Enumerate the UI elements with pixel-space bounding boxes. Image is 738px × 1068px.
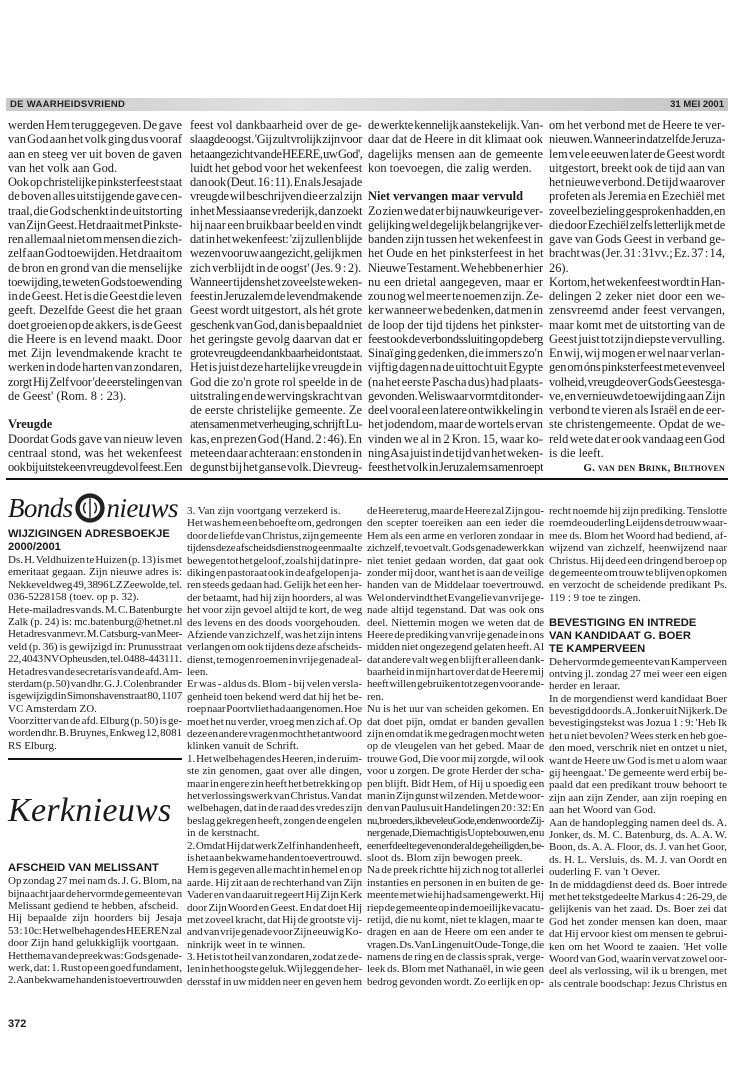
author-signature: G. van den Brink, Bilthoven	[583, 462, 725, 474]
text-line: Zo zien we dat er bij nauwkeurige ver-	[368, 203, 543, 218]
heading-line: VAN KANDIDAAT G. BOER	[549, 629, 691, 642]
text-line: handen van de Middelaar toevertrouwd.	[367, 579, 544, 592]
text-line: zorgt Hij Zelf voor 'de eerstelingen van	[8, 374, 182, 389]
text-line: van het volk aan God.	[8, 160, 118, 175]
text-line: gen om óns pinksterfeest met evenveel	[549, 360, 725, 375]
text-line: 119 : 9 toe te zingen.	[549, 591, 641, 604]
text-line: zensvreemd ander feest vervangen,	[549, 303, 725, 318]
text-line: is die leeft.	[549, 445, 604, 460]
text-line: trouwe God, Die voor mij zorgde, wil ook	[367, 752, 544, 765]
text-line: maar komt met de uitstorting van de	[549, 317, 725, 332]
text-line: sloot ds. Blom zijn bewogen preek.	[367, 851, 523, 864]
text-line: instanties en personen in en buiten de ge-	[367, 876, 544, 889]
text-line: zelf aan God toewijden. Het draait om	[8, 246, 182, 261]
text-line: des levens en des doods voorgehouden.	[187, 616, 361, 629]
subheading: Niet vervangen maar vervuld	[368, 189, 523, 204]
text-line: ook bij uitstek een vreugdevol feest. Een	[8, 460, 182, 474]
text-line: Christus. Hij deed een dringend beroep op	[549, 554, 727, 567]
text-line: Boon, ds. A. A. Floor, ds. J. van het Goor,	[549, 841, 727, 854]
paragraph	[187, 678, 362, 752]
text-line: het u niet bevolen? Wees sterk en heb goe-	[549, 729, 727, 742]
text-line: geschenk van God, dan is bepaald niet	[190, 317, 362, 332]
text-line: de Heere terug, maar de Heere zal Zijn gou-	[367, 505, 544, 517]
text-line: meteen daar achteraan: en stonden in	[190, 445, 362, 460]
text-line: het Oude en het pinksterfeest in het	[368, 246, 544, 261]
paragraph	[368, 118, 543, 175]
text-line: Voorzitter van de afd. Elburg (p. 50) is ge-	[8, 715, 182, 728]
text-line: Heere de prediking van vrije genade in ons	[367, 628, 544, 641]
paragraph	[549, 656, 727, 693]
text-line: Op zondag 27 mei nam ds. J. G. Blom, na	[8, 875, 182, 888]
text-line: Nu is het uur van scheiden gekomen. En	[367, 703, 544, 716]
text-line: der betaamt, had hij zijn hoorders, al was	[187, 591, 362, 604]
text-line: zich verblijdt in de oogst' (Jes. 9 : 2).	[190, 260, 362, 275]
heading-line: TE KAMPERVEEN	[549, 642, 646, 655]
paragraph	[549, 275, 725, 460]
emblem-icon	[74, 492, 106, 524]
paragraph	[367, 703, 544, 864]
text-line: 1. Het welbehagen des Heeren, in de ruim-	[187, 752, 362, 765]
logo-word-right: nieuws	[106, 492, 178, 523]
subheading: Vreugde	[8, 417, 53, 432]
text-line: profeten als Jeremia en Ezechiël met	[549, 189, 725, 204]
paragraph	[187, 505, 362, 517]
text-line: zijn aan zijn Zender, aan zijn roeping en	[549, 791, 727, 804]
text-line: vragen. Ds. Van Lingen uit Oude-Tonge, die	[367, 938, 544, 951]
text-line: Na de preek richtte hij zich nog tot allerlei	[367, 864, 544, 877]
text-line: In de middagdienst deed ds. Boer intrede	[549, 878, 727, 891]
text-line: volheid, vreugde over Gods Geestesga-	[549, 374, 725, 389]
text-line: feest in Jeruzalem de levendmakende	[190, 289, 362, 303]
text-line: in de kerstnacht.	[187, 827, 260, 840]
text-line: en verzocht de scheidende predikant Ps.	[549, 579, 727, 592]
text-line: Het was hem een behoefte om, gedrongen	[187, 517, 362, 530]
text-line: als centrale boodschap: Jezus Christus en	[549, 977, 728, 990]
text-line: feest ook de verbondssluiting op de berg	[368, 331, 543, 346]
text-line: bevestigd door ds. A. Jonker uit Nijkerk. De	[549, 705, 728, 718]
text-line: Vader en van daaruit regeert Hij Zijn Kerk	[187, 889, 362, 902]
text-line: delingen 2 zeker niet door een we-	[549, 289, 725, 303]
text-line: nieuwen. Wanneer in datzelfde Jeruza-	[549, 132, 726, 147]
text-line: vinden we al in 2 Kron. 15, waar ko-	[368, 431, 543, 446]
text-line: God die zo'n grote rol speelde in de	[190, 374, 362, 389]
text-line: dragen en aan de Heere om een ander te	[367, 926, 544, 939]
text-line: toewijding, te weten Gods toewending	[8, 274, 182, 289]
text-line: (na het eerste Pascha dus) had plaats-	[368, 374, 543, 389]
text-line: recht noemde hij zijn prediking. Tenslotte	[549, 505, 727, 517]
text-line: bracht was (Jer. 31 : 31vv.; Ez. 37 : 14,	[549, 246, 725, 261]
paragraph	[187, 517, 362, 629]
text-line: dagelijks mensen aan de gemeente	[368, 146, 543, 161]
text-line: doet groeien op de akkers, is de Geest	[8, 317, 182, 332]
text-line: gelijking wel degelijk belangrijke ver-	[368, 217, 543, 232]
paragraph	[8, 604, 182, 629]
text-line: Het adres van de secretaris van de afd. Am-	[8, 665, 182, 678]
text-line: gevonden. Weliswaar vormt dit onder-	[368, 388, 543, 403]
text-line: traal, die God schenkt in de uitstorting	[8, 203, 183, 218]
text-line: uitgestort, breekt ook de tijd aan van	[549, 160, 725, 175]
text-line: ning Asa juist in de tijd van het weken-	[368, 445, 543, 460]
text-line: God het zonder mensen kan doen, maar	[549, 915, 727, 928]
issue-date: 31 MEI 2001	[670, 99, 724, 110]
text-line: aten samen met verheuging, schrijft Lu-	[190, 417, 362, 432]
text-line: bevestigingstekst was Jozua 1 : 9: 'Heb Ik	[549, 717, 727, 730]
text-line: veld (p. 36) is gewijzigd in: Prunusstraat	[8, 640, 183, 653]
text-line: een erfdeel te geven onder al de geheiligden, be-	[367, 839, 544, 852]
paragraph	[549, 693, 727, 817]
section-divider	[6, 478, 728, 480]
article-column-2	[190, 118, 362, 474]
text-line: den van Paulus uit Handelingen 20 : 32: En	[367, 802, 545, 815]
text-line: werden Hem teruggegeven. De gave	[8, 118, 182, 132]
text-line: gij heengaat.' De gemeente werd erbij be-	[549, 767, 727, 780]
text-line: En wij, wij mogen er wel naar verlan-	[549, 346, 725, 360]
text-line: het verlossingswerk van Christus. Van dat	[187, 789, 362, 802]
paragraph	[8, 432, 182, 475]
section-title-kerknieuws: Kerknieuws	[8, 792, 172, 830]
text-line: nade altijd tegenstand. Dat was ook ons	[367, 604, 544, 617]
paragraph	[187, 753, 362, 840]
paragraph	[187, 951, 362, 988]
paragraph	[8, 554, 182, 604]
paragraph	[190, 118, 362, 275]
text-line: pen blijft. Bidt Hem, of Hij u spoedig een	[367, 777, 545, 790]
text-line: mee ds. Blom het Woord had bediend, af-	[549, 529, 727, 542]
text-line: paald dat een predikant trouw behoort te	[549, 779, 727, 792]
text-line: Ds. H. Veldhuizen te Huizen (p. 13) is met	[8, 554, 182, 566]
text-line: diking en pastoraat ook in de afgelopen ja-	[187, 566, 362, 579]
text-line: herder en leraar.	[549, 680, 621, 693]
text-line: Afziende van zichzelf, was het zijn intens	[187, 628, 362, 641]
text-line: zoveel bezieling gesproken hadden, en	[549, 203, 726, 218]
text-line: Hem als een arme en verloren zondaar in	[367, 529, 544, 542]
text-line: het voor zijn gevoel altijd te kort, de weg	[187, 604, 363, 617]
text-line: Er was - aldus ds. Blom - bij velen versla-	[187, 678, 362, 691]
page-number: 372	[8, 1018, 27, 1030]
text-line: ren allemaal niet om mensen die zich-	[8, 232, 182, 246]
text-line: centraal stond, was het wekenfeest	[8, 445, 182, 460]
text-line: 53 : 10c: Het welbehagen des HEEREN zal	[8, 924, 182, 937]
news-heading	[549, 617, 727, 656]
text-line: daar dat de Heere in dit klimaat ook	[368, 132, 543, 147]
text-line: door Zijn Woord en Geest. En dat doet Hij	[187, 901, 362, 914]
text-line: aan het Woord van God.	[549, 804, 656, 817]
text-line: Melissant gediend te hebben, afscheid.	[8, 900, 179, 913]
text-line: Woord van God, waarin vervat zowel oor-	[549, 952, 728, 965]
text-line: dat andere valt weg en blijft er alleen dank-	[367, 653, 545, 666]
text-line: vijftig dagen na de uittocht uit Egypte	[368, 360, 543, 375]
text-line: emeritaat gegaan. Zijn nieuwe adres is:	[8, 566, 182, 579]
text-line: verbond te vieren als Israël en de eer-	[549, 403, 725, 417]
text-line: Jonker, ds. M. C. Batenburg, ds. A. A. W.	[549, 828, 727, 841]
paragraph	[190, 275, 362, 475]
text-line: 2. Aan bekwame handen is toevertrouwd en	[8, 974, 182, 987]
text-line: man in Zijn gunst wil zenden. Met de woor-	[367, 789, 544, 802]
paragraph	[367, 864, 544, 988]
text-line: reld wete dat er ook vandaag een God	[549, 431, 725, 446]
text-line: worden dhr. B. Bruynes, Enkweg 12, 8081	[8, 727, 182, 740]
text-line: Sinaï ging gedenken, die immers zo'n	[368, 346, 543, 360]
text-line: want de Heere uw God is met u alom waar	[549, 754, 727, 767]
text-line: ouderling F. van 't Oever.	[549, 866, 661, 879]
text-line: de bron en grond van die menselijke	[8, 260, 183, 275]
text-line: Zalk (p. 24) is: mc.batenburg@hetnet.nl	[8, 615, 183, 628]
text-line: leek ds. Blom met Nathanaël, in wie geen	[367, 963, 544, 976]
heading-line: WIJZIGINGEN ADRESBOEKJE	[8, 528, 170, 540]
text-line: kas, en prezen God (Hand. 2 : 46). En	[190, 431, 362, 446]
paragraph	[8, 875, 182, 912]
text-line: den moed, verschrik niet en ontzet u niet,	[549, 742, 728, 755]
text-line: ner genade, Die machtig is U op te bouwen, en u	[367, 827, 544, 840]
text-line: deel. Niettemin mogen we weten dat de	[367, 616, 544, 629]
paragraph	[8, 628, 182, 665]
paragraph	[367, 505, 544, 703]
logo-word-left: Bonds	[8, 492, 73, 523]
text-line: Geest wordt uitgestort, als hét grote	[190, 303, 362, 318]
text-line: 22, 4043 NV Opheusden, tel. 0488-443111.	[8, 653, 182, 666]
text-line: kon toevoegen, die zalig werden.	[368, 160, 532, 175]
text-line: vreugde wil beschrijven die er zal zijn	[190, 189, 362, 204]
text-line: Hij bepaalde zijn hoorders bij Jesaja	[8, 912, 182, 925]
text-line: luidt het gebod voor het wekenfeest	[190, 160, 363, 175]
text-line: Doordat Gods gave van nieuw leven	[8, 431, 183, 446]
text-line: deze en andere vragen mocht het antwoord	[187, 728, 362, 741]
text-line: Het is juist deze hartelijke vreugde in	[190, 360, 362, 375]
text-line: bedrog gevonden wordt. Zo eerlijk en op-	[367, 975, 544, 988]
text-line: heeft willen gebruiken tot zegen voor ande-	[367, 678, 544, 691]
text-line: dersstaf in uw midden neer en geven hem	[187, 975, 362, 988]
text-line: ninkrijk weet in te winnen.	[187, 938, 306, 951]
paragraph	[8, 666, 182, 716]
text-line: bewegen tot het geloof, zoals hij dat in pre-	[187, 554, 362, 567]
text-line: de gunst bij het ganse volk. Die vreug-	[190, 460, 363, 474]
text-line: ren.	[367, 690, 384, 703]
paragraph	[368, 204, 543, 475]
article-column-1	[8, 118, 182, 474]
text-line: werk, dat: 1. Rust op een goed fundament,	[8, 961, 183, 974]
text-line: maar in engere zin heeft het betrekking op	[187, 777, 362, 790]
news-heading	[8, 862, 182, 875]
text-line: dat doet pijn, omdat er banden gevallen	[367, 715, 544, 728]
text-line: die Heere is en levend maakt. Door	[8, 331, 182, 346]
text-line: voor u zorgen. De grote Herder der scha-	[367, 765, 545, 778]
paragraph	[8, 950, 182, 987]
text-line: slaagde oogst. 'Gij zult vrolijk zijn voor	[190, 132, 363, 147]
article-column-4	[549, 118, 725, 476]
text-line: dienst, te mogen roemen in vrije genade al-	[187, 653, 362, 666]
text-line: feest het volk in Jeruzalem samenroept	[368, 460, 544, 474]
text-line: op de vleugelen van het gebed. Maar de	[367, 740, 544, 753]
paragraph	[549, 817, 727, 879]
text-line: de boven alles uitstijgende gave cen-	[8, 189, 182, 204]
paragraph	[549, 879, 727, 991]
text-line: wezen voor uw aangezicht, gelijk men	[190, 246, 362, 261]
text-line: 2. Omdat Hij dat werk Zelf in handen heeft,	[187, 839, 362, 852]
text-line: ve, en vernieuwde toewijding aan Zijn	[549, 388, 725, 403]
text-line: namens de ring en de classis sprak, verge-	[367, 951, 544, 964]
news-column-2	[187, 505, 362, 988]
text-line: de werkte kennelijk aanstekelijk. Van-	[368, 118, 543, 132]
text-line: tijdens deze afscheidsdienst nog eenmaal te	[187, 542, 363, 555]
publication-name: DE WAARHEIDSVRIEND	[10, 99, 126, 110]
text-line: Het adres van mevr. M. Catsburg-van Meer-	[8, 628, 183, 641]
text-line: zou nog wel meer te noemen zijn. Ze-	[368, 289, 543, 303]
text-line: dat in het wekenfeest: 'zij zullen blijde	[190, 232, 362, 246]
heading-line: 2000/2001	[8, 541, 61, 553]
text-line: werken in dode harten van zondaren,	[8, 360, 183, 375]
text-line: Wanneer tijdens het zoveelste weken-	[190, 274, 362, 289]
text-line: De hervormde gemeente van Kamperveen	[549, 655, 727, 668]
text-line: van God aan het volk ging dus vooraf	[8, 132, 182, 147]
text-line: den scepter toereiken aan een ieder die	[367, 517, 544, 530]
text-line: is gewijzigd in Simonshavenstraat 80, 1107	[8, 690, 182, 703]
text-line: geeft. Dezelfde Geest die het graan	[8, 303, 183, 318]
text-line: 3. Van zijn voortgang verzekerd is.	[187, 505, 341, 517]
text-line: ren steeds gedaan had. Gelijk het een her-	[187, 579, 362, 592]
news-column-4	[549, 505, 727, 990]
text-line: het aangezicht van de HEERE, uw God',	[190, 146, 363, 161]
text-line: riep de gemeente op in de moeilijke vacatu-	[367, 901, 544, 914]
text-line: roemde ouderling Leijdens de trouw waar-	[549, 517, 727, 530]
text-line: niet teniet gedaan worden, dat gaat ook	[367, 554, 544, 567]
text-line: Geest juist tot zijn diepste vervulling.	[549, 331, 725, 346]
news-column-1	[8, 488, 182, 987]
text-line: die door Ezechiël zelfs letterlijk met de	[549, 217, 725, 232]
text-line: moet het nu verder, vroeg men zich af. Op	[187, 715, 362, 728]
text-line: om het verbond met de Heere te ver-	[549, 118, 725, 132]
text-line: baarheid in mijn hart over dat de Heere mij	[367, 666, 544, 679]
text-line: Wel ondervindt het Evangelie van vrije ge-	[367, 591, 545, 604]
text-line: zijn en omdat ik me gedragen mocht weten	[367, 728, 545, 741]
text-line: nu, broeders, ik bevele u Gode, en den woorde Zij-	[367, 814, 544, 827]
news-column-3	[367, 505, 544, 988]
text-line: ste zin genomen, gaat over alle dingen,	[187, 765, 362, 778]
text-line: len in het hoogste geluk. Wij leggen de her-	[187, 963, 362, 976]
text-line: in het Messiaanse vrederijk, dan zoekt	[190, 203, 363, 218]
text-line: grote vreugde en dankbaarheid ontstaat.	[190, 346, 363, 360]
text-line: klinken vanuit de Schrift.	[187, 740, 299, 753]
news-heading	[8, 528, 182, 554]
text-line: 26).	[549, 260, 569, 275]
text-line: zichzelf, te voet valt. Gods genadewerk kan	[367, 542, 544, 555]
text-line: retijd, die nu komt, niet te klagen, maar te	[367, 913, 544, 926]
spacer	[549, 604, 727, 616]
spacer	[368, 175, 543, 189]
text-line: deel als verlossing, wil ik u brengen, met	[549, 965, 727, 978]
text-line: 036-5228158 (toev. op p. 32).	[8, 591, 139, 604]
text-line: bijna acht jaar de hervormde gemeente van	[8, 887, 182, 900]
text-line: welbehagen, dat in de raad des vredes zijn	[187, 802, 363, 815]
text-line: verlangen om ook tijdens deze afscheids-	[187, 641, 362, 654]
text-line: feest vol dankbaarheid over de ge-	[190, 118, 362, 132]
text-line: met het tekstgedeelte Markus 4 : 26-29, de	[549, 890, 727, 903]
text-line: Kortom, het wekenfeest wordt in Han-	[549, 274, 725, 289]
text-line: 3. Het is tot heil van zondaren, zodat ze de-	[187, 951, 363, 964]
text-line: dat Hij ervoor kiest om mensen te gebrui-	[549, 928, 728, 941]
text-line: VC Amsterdam ZO.	[8, 702, 97, 715]
text-line: is het aan bekwame handen toevertrouwd.	[187, 851, 363, 864]
text-line: de Geest' (Rom. 8 : 23).	[8, 388, 127, 403]
text-line: het nieuwe verbond. De tijd waarover	[549, 175, 725, 189]
text-line: Hem is gegeven alle macht in hemel en op	[187, 864, 362, 877]
bondsnieuws-logo	[8, 488, 182, 528]
text-line: In de morgendienst werd kandidaat Boer	[549, 692, 727, 705]
text-line: ste christengemeente. Opdat de we-	[549, 417, 725, 432]
text-line: de loop der tijd tijdens het pinkster-	[368, 317, 544, 332]
text-line: beslag gekregen heeft, zongen de engelen	[187, 814, 362, 827]
text-line: nu een drietal aangegeven, maar er	[368, 274, 543, 289]
paragraph	[187, 629, 362, 679]
text-line: met zoveel kracht, dat Hij de grootste vij-	[187, 913, 362, 926]
text-line: Het e-mailadres van ds. M. C. Batenburg te	[8, 603, 182, 616]
text-line: RS Elburg.	[8, 739, 57, 752]
text-line: ken om het Woord te zaaien. 'Het volle	[549, 940, 727, 953]
text-line: dan ook (Deut. 16 : 11). En als Jesaja de	[190, 175, 362, 189]
text-line: gave van Gods Geest in verband ge-	[549, 232, 725, 246]
text-line: aarde. Hij zit aan de rechterhand van Zijn	[187, 876, 362, 889]
text-line: midden niet ongezegend gelaten heeft. Al	[367, 641, 544, 654]
text-line: deel vooral een latere ontwikkeling in	[368, 403, 543, 417]
text-line: Aan de handoplegging namen deel ds. A.	[549, 816, 727, 829]
text-line: genheid toen bekend werd dat hij het be-	[187, 690, 362, 703]
paragraph	[549, 118, 725, 275]
paragraph	[8, 912, 182, 949]
text-line: meente met wie hij had samengewerkt. Hij	[367, 889, 544, 902]
text-line: zonder mij door, want het is aan de veilige	[367, 566, 544, 579]
paragraph	[549, 505, 727, 604]
paragraph	[8, 175, 182, 403]
text-line: de eerste christelijke gemeente. Ze	[190, 403, 362, 417]
heading-line: BEVESTIGING EN INTREDE	[549, 616, 697, 629]
text-line: roep naar Poortvliet had aangenomen. Hoe	[187, 703, 362, 716]
text-line: uitstraling en de wervingskracht van	[190, 388, 363, 403]
text-line: and van vrije genade voor Zijn eeuwig Ko-	[187, 926, 362, 939]
text-line: in de Geest. Het is die Geest die leven	[8, 289, 182, 303]
text-line: de gemeente om trouw te blijven opkomen	[549, 566, 727, 579]
text-line: met Zijn levendmakende kracht te	[8, 346, 182, 360]
text-line: hij naar een bruikbaar beeld en vindt	[190, 217, 362, 232]
text-line: Ook op christelijke pinksterfeest staat	[8, 175, 182, 189]
text-line: het jodendom, maar de wortels ervan	[368, 417, 543, 432]
article-column-3	[368, 118, 543, 474]
text-line: aan en steeg ver uit boven de gaven	[8, 146, 182, 161]
text-line: ontving jl. zondag 27 mei weer een eigen	[549, 667, 727, 680]
text-line: door de liefde van Christus, zijn gemeente	[187, 529, 362, 542]
text-line: lem vele eeuwen later de Geest wordt	[549, 146, 725, 161]
text-line: Nekkeveldweg 49, 3896 LZ Zeewolde, tel.	[8, 578, 182, 591]
paragraph	[8, 715, 182, 752]
text-line: sterdam (p. 50) van dhr. G. J. Colenbrander	[8, 677, 182, 690]
text-line: Het thema van de preek was: Gods genade-	[8, 949, 182, 962]
text-line: het geringste gevolg daarvan dat er	[190, 331, 362, 346]
paragraph	[8, 118, 182, 175]
spacer	[8, 403, 182, 417]
text-line: van Zijn Geest. Het draait met Pinkste-	[8, 217, 182, 232]
text-line: gelijkenis van het zaad. Ds. Boer zei dat	[549, 903, 727, 916]
text-line: banden zijn tussen het wekenfeest in	[368, 232, 544, 246]
text-line: ker wanneer we bedenken, dat men in	[368, 303, 543, 318]
text-line: ds. H. L. Versluis, ds. M. J. van Oordt en	[549, 853, 727, 866]
paragraph	[187, 840, 362, 952]
heading-line: AFSCHEID VAN MELISSANT	[8, 862, 159, 875]
text-line: leen.	[187, 666, 209, 679]
text-line: door Zijn hand gelukkiglijk voortgaan.	[8, 937, 179, 950]
text-line: wijzend van zichzelf, heenwijzend naar	[549, 542, 727, 555]
text-line: Nieuwe Testament. We hebben er hier	[368, 260, 543, 275]
